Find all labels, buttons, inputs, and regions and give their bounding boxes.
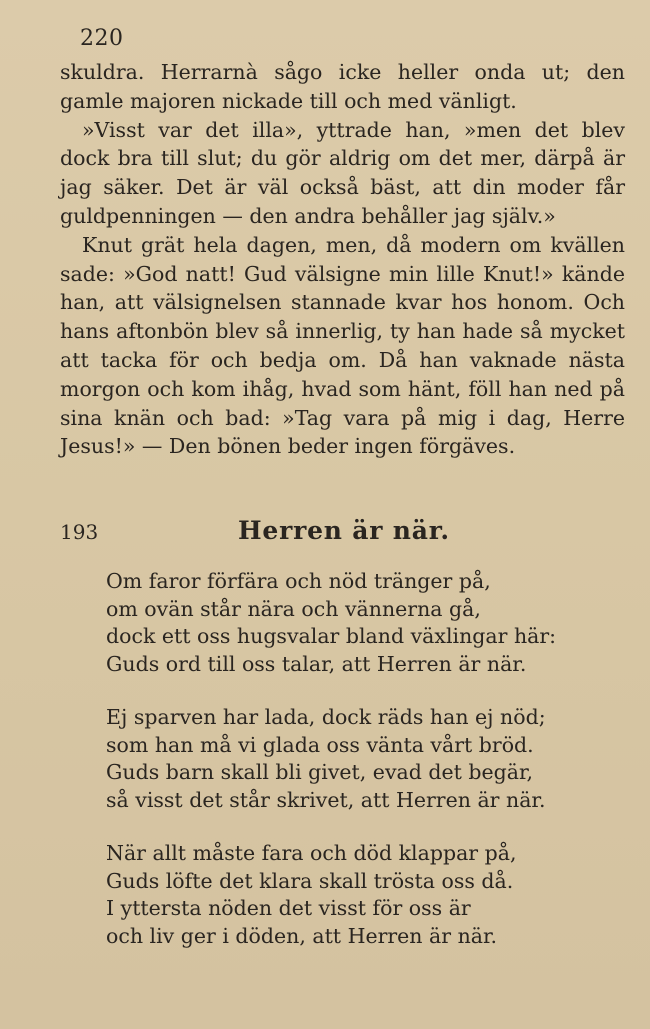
verse-line: I yttersta nöden det visst för oss är: [106, 896, 471, 920]
hymn-number: 193: [60, 520, 99, 544]
verse-line: Om faror förfära och nöd tränger på,: [106, 569, 491, 593]
paragraph-2: »Visst var det illa», yttrade han, »men det blev dock bra till slut; du gör aldrig om det mer, därpå är jag säker. Det är väl också bäst, att din moder får guldpenningen — den andra behåller jag själv.»: [60, 117, 625, 228]
verse-line: Guds löfte det klara skall trösta oss då.: [106, 868, 514, 893]
stanza-2: [106, 704, 586, 814]
verse-line: om ovän står nära och vännerna gå,: [106, 596, 481, 621]
paragraph-1: skuldra. Herrarnà sågo icke heller onda ut; den gamle majoren nickade till och med vänligt.: [60, 60, 625, 113]
verse-line: Ej sparven har lada, dock räds han ej nöd;: [106, 705, 546, 729]
verse-line: När allt måste fara och död klappar på,: [106, 841, 517, 865]
verse-line: så visst det står skrivet, att Herren är när.: [106, 787, 546, 812]
page-number: 220: [80, 26, 124, 51]
stanza-1: [106, 568, 586, 678]
verse-line: dock ett oss hugsvalar bland växlingar här:: [106, 624, 557, 648]
hymn-title: Herren är när.: [238, 516, 450, 545]
verse-line: Guds barn skall bli givet, evad det begär,: [106, 760, 534, 784]
verse-line: och liv ger i döden, att Herren är när.: [106, 923, 498, 948]
verse-line: som han må vi glada oss vänta vårt bröd.: [106, 732, 534, 757]
hymn-poem: [106, 568, 586, 976]
paragraph-3: Knut grät hela dagen, men, då modern om kvällen sade: »God natt! Gud välsigne min lille Knut!» kände han, att välsignelsen stannade kvar hos honom. Och hans aftonbön blev så innerlig, ty han hade så mycket att tacka för och bedja om. Då han vaknade nästa morgon och kom ihåg, hvad som hänt, föll han ned på sina knän och bad: »Tag vara på mig i dag, Herre Jesus!» — Den bönen beder ingen förgäves.: [60, 232, 625, 459]
prose-text: [60, 58, 625, 461]
stanza-3: [106, 840, 586, 950]
verse-line: Guds ord till oss talar, att Herren är när.: [106, 651, 527, 676]
